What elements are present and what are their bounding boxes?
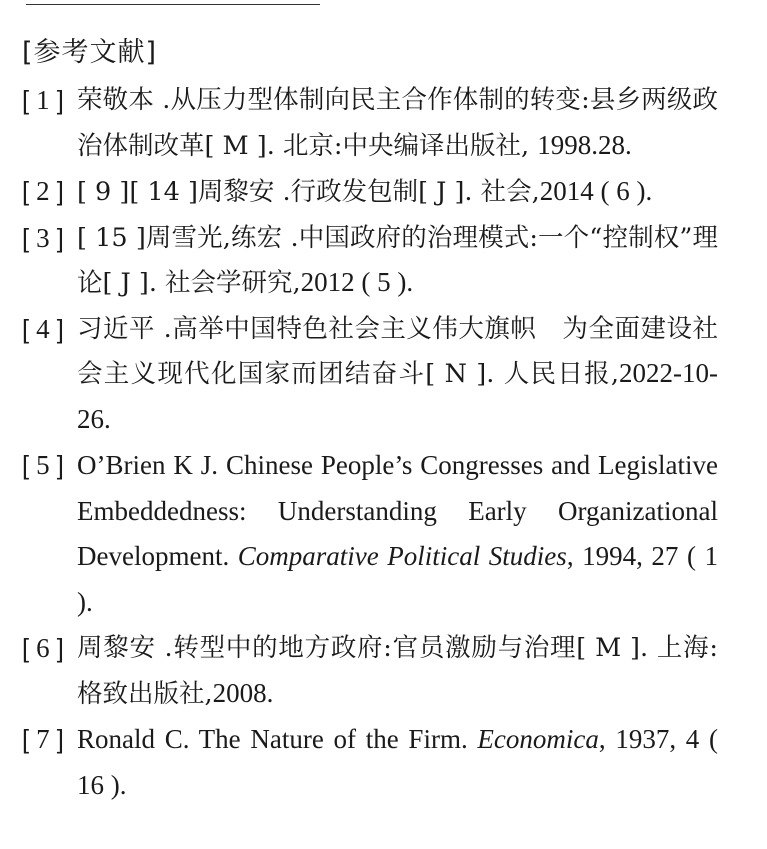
reference-text: 2014 ( 6 ). xyxy=(539,176,653,206)
reference-text: 习近平 .高举中国特色社会主义伟大旗帜 为全面建设社会主义现代化国家而团结奋斗[ N ]. 人民日报, xyxy=(77,313,718,389)
reference-number: [ 5 ] xyxy=(22,450,64,480)
reference-item xyxy=(22,169,718,215)
reference-text: 周黎安 .转型中的地方政府:官员激励与治理[ M ]. 上海:格致出版社, xyxy=(77,633,718,709)
reference-number: [ 1 ] xyxy=(22,85,64,115)
reference-number: [ 4 ] xyxy=(22,313,64,344)
reference-text: O’Brien K J. Chinese People’s Congresses and Legislative Embeddedness: Understanding Early Organizational Development. xyxy=(77,450,718,571)
reference-text: 2022-10-26. xyxy=(77,358,718,434)
reference-text: [ 15 ]周雪光,练宏 .中国政府的治理模式:一个“控制权”理论[ J ]. 社会学研究, xyxy=(77,222,718,298)
reference-number: [ 7 ] xyxy=(22,724,64,754)
reference-text: , 1994, 27 ( 1 ). xyxy=(77,541,718,617)
reference-item xyxy=(22,307,718,443)
reference-text: 2012 ( 5 ). xyxy=(300,267,414,297)
reference-text: 荣敬本 .从压力型体制向民主合作体制的转变:县乡两级政治体制改革[ M ]. 北京:中央编译出版社, xyxy=(77,85,718,161)
reference-item xyxy=(22,717,718,808)
reference-list xyxy=(22,78,718,809)
reference-item xyxy=(22,626,718,716)
journal-title: Economica xyxy=(477,724,599,754)
references-heading: [参考文献] xyxy=(22,37,158,68)
reference-text: Ronald C. The Nature of the Firm. xyxy=(77,724,478,754)
reference-text: [ 9 ][ 14 ]周黎安 .行政发包制[ J ]. 社会, xyxy=(77,177,540,207)
reference-text: 1998.28. xyxy=(537,129,632,160)
reference-item xyxy=(22,216,718,306)
reference-text: 2008. xyxy=(212,677,274,708)
reference-item xyxy=(22,443,718,625)
reference-number: [ 3 ] xyxy=(22,222,64,253)
reference-item xyxy=(22,78,718,168)
reference-number: [ 2 ] xyxy=(22,176,64,206)
reference-text: , 1937, 4 ( 16 ). xyxy=(77,724,718,800)
reference-number: [ 6 ] xyxy=(22,633,64,663)
journal-title: Comparative Political Studies xyxy=(237,541,567,571)
top-rule xyxy=(26,4,320,5)
